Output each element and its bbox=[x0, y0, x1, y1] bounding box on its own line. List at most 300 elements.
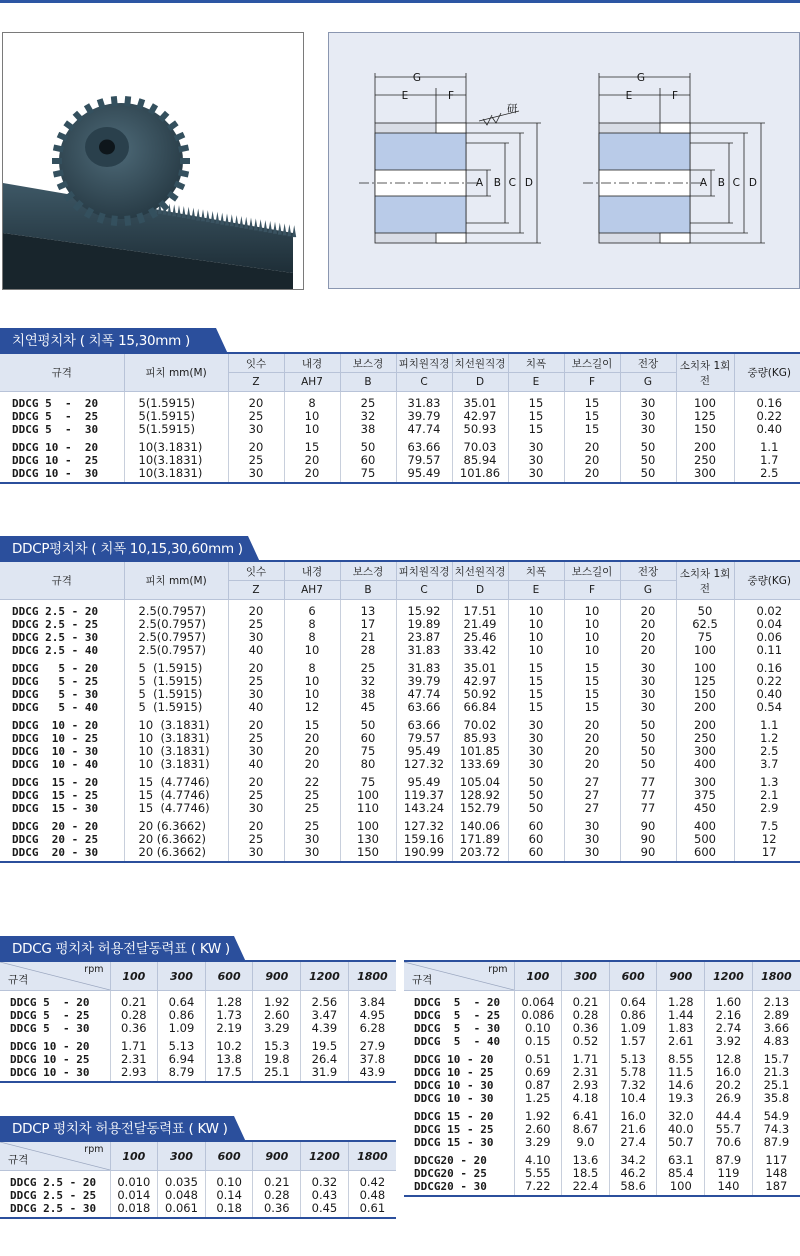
value-cell: 45 bbox=[340, 701, 396, 714]
rack-tooth bbox=[215, 212, 219, 224]
model-cell: DDCG 10 - 30 bbox=[0, 745, 124, 758]
value-cell: 140 bbox=[705, 1180, 753, 1196]
value-cell: 128.92 bbox=[452, 789, 508, 802]
value-cell: 15 bbox=[284, 436, 340, 454]
value-cell: 20 bbox=[284, 745, 340, 758]
header-row bbox=[0, 962, 396, 991]
value-cell: 100 bbox=[657, 1180, 705, 1196]
value-cell: 26.9 bbox=[705, 1092, 753, 1105]
value-cell: 200 bbox=[676, 701, 734, 714]
value-cell: 3.84 bbox=[359, 995, 386, 1009]
value-cell: 54.9 bbox=[763, 1109, 790, 1123]
value-cell: 26.4 bbox=[301, 1053, 349, 1066]
column-header: 보스길이 bbox=[564, 354, 620, 373]
column-header: 전장 bbox=[620, 562, 676, 581]
model-cell: DDCG 5 - 40 bbox=[0, 701, 124, 714]
model-cell: DDCG 5 - 20 bbox=[0, 392, 124, 411]
value-cell: 8 bbox=[284, 618, 340, 631]
value-cell: 30 bbox=[620, 410, 676, 423]
value-cell: 12.8 bbox=[705, 1048, 753, 1066]
column-header: 중량(KG) bbox=[734, 354, 800, 392]
model-cell: DDCG 10 - 20 bbox=[404, 1048, 514, 1066]
value-cell: 0.69 bbox=[514, 1066, 562, 1079]
value-cell: 79.57 bbox=[396, 454, 452, 467]
model-cell: DDCG 5 - 25 bbox=[0, 1009, 110, 1022]
value-cell: 15.92 bbox=[396, 600, 452, 619]
column-header: 잇수 bbox=[228, 562, 284, 581]
model-cell: DDCG 2.5 - 40 bbox=[0, 644, 124, 657]
value-cell: 20 bbox=[228, 657, 284, 675]
value-cell: 0.32 bbox=[301, 1171, 349, 1190]
value-cell: 27.4 bbox=[609, 1136, 657, 1149]
table-row bbox=[0, 644, 800, 657]
value-cell: 20 bbox=[564, 467, 620, 483]
column-subheader: E bbox=[508, 581, 564, 600]
finish-mark-label: 研 bbox=[507, 103, 518, 115]
rpm-header: 1800 bbox=[752, 962, 800, 991]
rack-pinion-image bbox=[3, 33, 303, 289]
column-subheader: G bbox=[620, 373, 676, 392]
dim-c-label-right: C bbox=[732, 177, 740, 189]
value-cell: 100 bbox=[340, 789, 396, 802]
value-cell: 10 bbox=[564, 631, 620, 644]
value-cell: 46.2 bbox=[609, 1167, 657, 1180]
value-cell: 30 bbox=[284, 833, 340, 846]
value-cell: 2.13 bbox=[763, 995, 790, 1009]
value-cell: 8 bbox=[284, 392, 340, 411]
model-cell: DDCG 15 - 30 bbox=[404, 1136, 514, 1149]
pinion-tooth bbox=[124, 215, 131, 226]
model-cell: DDCG20 - 30 bbox=[404, 1180, 514, 1196]
value-cell: 20 bbox=[228, 815, 284, 833]
value-cell: 42.97 bbox=[452, 410, 508, 423]
table-row bbox=[0, 771, 800, 789]
table-row bbox=[0, 833, 800, 846]
ddcg-kw-table bbox=[0, 962, 396, 1083]
value-cell: 30 bbox=[508, 714, 564, 732]
value-cell: 0.43 bbox=[301, 1189, 349, 1202]
rack-tooth bbox=[278, 223, 282, 235]
corner-header bbox=[0, 1142, 110, 1171]
value-cell: 95.49 bbox=[396, 745, 452, 758]
table-row bbox=[404, 1149, 800, 1167]
rack-tooth bbox=[206, 210, 210, 222]
value-cell: 0.22 bbox=[756, 409, 783, 423]
model-cell: DDCG 10 - 25 bbox=[0, 732, 124, 745]
value-cell: 50 bbox=[508, 802, 564, 815]
value-cell: 20 bbox=[228, 600, 284, 619]
value-cell: 50 bbox=[620, 745, 676, 758]
value-cell: 2.61 bbox=[657, 1035, 705, 1048]
value-cell: 0.014 bbox=[110, 1189, 158, 1202]
value-cell: 5(1.5915) bbox=[124, 423, 228, 436]
column-subheader: B bbox=[340, 373, 396, 392]
column-subheader: E bbox=[508, 373, 564, 392]
model-cell: DDCG 10 - 30 bbox=[0, 467, 124, 483]
value-cell: 50 bbox=[620, 714, 676, 732]
ddcg-kw-table-right bbox=[404, 962, 800, 1197]
value-cell: 39.79 bbox=[396, 675, 452, 688]
rpm-header: 300 bbox=[158, 1142, 206, 1171]
value-cell: 101.85 bbox=[452, 745, 508, 758]
value-cell: 2.89 bbox=[763, 1008, 790, 1022]
value-cell: 10 bbox=[284, 410, 340, 423]
value-cell: 15.7 bbox=[763, 1052, 790, 1066]
table-row bbox=[0, 631, 800, 644]
value-cell: 10 (3.1831) bbox=[124, 745, 228, 758]
value-cell: 250 bbox=[676, 454, 734, 467]
value-cell: 10(3.1831) bbox=[124, 436, 228, 454]
column-subheader: Z bbox=[228, 373, 284, 392]
value-cell: 63.66 bbox=[396, 436, 452, 454]
value-cell: 30 bbox=[564, 815, 620, 833]
value-cell: 13 bbox=[340, 600, 396, 619]
value-cell: 32 bbox=[340, 410, 396, 423]
value-cell: 2.19 bbox=[205, 1022, 253, 1035]
rack-tooth bbox=[254, 218, 258, 230]
value-cell: 130 bbox=[340, 833, 396, 846]
value-cell: 30 bbox=[620, 688, 676, 701]
value-cell: 95.49 bbox=[396, 771, 452, 789]
value-cell: 70.03 bbox=[452, 436, 508, 454]
rack-tooth bbox=[263, 220, 267, 232]
rack-tooth bbox=[287, 224, 291, 236]
value-cell: 50.92 bbox=[452, 688, 508, 701]
value-cell: 0.86 bbox=[158, 1009, 206, 1022]
column-header: 소치차 1회전 bbox=[676, 562, 734, 600]
rpm-header: 100 bbox=[110, 1142, 158, 1171]
value-cell: 119.37 bbox=[396, 789, 452, 802]
value-cell: 10 bbox=[508, 631, 564, 644]
value-cell: 4.10 bbox=[514, 1149, 562, 1167]
model-cell: DDCG 10 - 30 bbox=[404, 1079, 514, 1092]
value-cell: 21.3 bbox=[763, 1065, 790, 1079]
model-cell: DDCG 20 - 30 bbox=[0, 846, 124, 862]
table-row bbox=[0, 467, 800, 483]
value-cell: 35.01 bbox=[452, 392, 508, 411]
value-cell: 10 bbox=[564, 644, 620, 657]
value-cell: 31.83 bbox=[396, 392, 452, 411]
column-header: 규격 bbox=[0, 354, 124, 392]
value-cell: 0.061 bbox=[158, 1202, 206, 1218]
value-cell: 0.18 bbox=[205, 1202, 253, 1218]
rack-tooth bbox=[211, 211, 215, 223]
value-cell: 31.9 bbox=[301, 1066, 349, 1082]
ddcp-kw-table bbox=[0, 1142, 396, 1219]
table-row bbox=[0, 410, 800, 423]
value-cell: 2.16 bbox=[705, 1009, 753, 1022]
value-cell: 2.56 bbox=[301, 991, 349, 1010]
value-cell: 8 bbox=[284, 631, 340, 644]
value-cell: 125 bbox=[676, 410, 734, 423]
value-cell: 100 bbox=[340, 815, 396, 833]
table-row bbox=[404, 1167, 800, 1180]
value-cell: 2.5(0.7957) bbox=[124, 600, 228, 619]
value-cell: 0.61 bbox=[348, 1202, 396, 1218]
column-header: 규격 bbox=[0, 562, 124, 600]
value-cell: 50 bbox=[620, 758, 676, 771]
value-cell: 0.64 bbox=[609, 991, 657, 1010]
value-cell: 125 bbox=[676, 675, 734, 688]
value-cell: 2.5 bbox=[760, 744, 779, 758]
value-cell: 600 bbox=[676, 846, 734, 862]
value-cell: 20.2 bbox=[705, 1079, 753, 1092]
value-cell: 500 bbox=[676, 833, 734, 846]
value-cell: 31.83 bbox=[396, 644, 452, 657]
value-cell: 0.21 bbox=[253, 1171, 301, 1190]
value-cell: 20 (6.3662) bbox=[124, 846, 228, 862]
rack-tooth bbox=[187, 207, 191, 219]
value-cell: 25 bbox=[228, 789, 284, 802]
value-cell: 20 bbox=[564, 745, 620, 758]
dim-g-label-right: G bbox=[636, 72, 646, 84]
column-header: 치폭 bbox=[508, 562, 564, 581]
model-cell: DDCG 10 - 20 bbox=[0, 436, 124, 454]
value-cell: 85.94 bbox=[452, 454, 508, 467]
column-header: 소치차 1회전 bbox=[676, 354, 734, 392]
model-cell: DDCG 10 - 40 bbox=[0, 758, 124, 771]
value-cell: 0.14 bbox=[205, 1189, 253, 1202]
value-cell: 42.97 bbox=[452, 675, 508, 688]
rack-tooth bbox=[239, 216, 243, 228]
kw-left-title: DDCG 평치차 허용전달동력표 ( KW ) bbox=[0, 936, 234, 962]
table-row bbox=[404, 991, 800, 1010]
value-cell: 2.31 bbox=[110, 1053, 158, 1066]
value-cell: 15 bbox=[508, 423, 564, 436]
value-cell: 17 bbox=[734, 846, 800, 862]
value-cell: 5.55 bbox=[514, 1167, 562, 1180]
rack-tooth bbox=[292, 225, 296, 237]
column-header: 중량(KG) bbox=[734, 562, 800, 600]
value-cell: 0.54 bbox=[756, 700, 783, 714]
value-cell: 10.2 bbox=[205, 1035, 253, 1053]
rack-tooth bbox=[244, 217, 248, 229]
value-cell: 150 bbox=[676, 688, 734, 701]
value-cell: 40 bbox=[228, 701, 284, 714]
value-cell: 50 bbox=[340, 436, 396, 454]
value-cell: 8 bbox=[284, 657, 340, 675]
value-cell: 20 (6.3662) bbox=[124, 833, 228, 846]
value-cell: 30 bbox=[508, 732, 564, 745]
value-cell: 10 (3.1831) bbox=[124, 732, 228, 745]
value-cell: 25 bbox=[228, 410, 284, 423]
pinion-tooth bbox=[52, 158, 62, 164]
value-cell: 50.7 bbox=[657, 1136, 705, 1149]
table-row bbox=[0, 789, 800, 802]
value-cell: 450 bbox=[676, 802, 734, 815]
model-cell: DDCG 5 - 40 bbox=[404, 1035, 514, 1048]
value-cell: 15 bbox=[508, 392, 564, 411]
value-cell: 5(1.5915) bbox=[124, 410, 228, 423]
value-cell: 17.51 bbox=[452, 600, 508, 619]
value-cell: 21.49 bbox=[452, 618, 508, 631]
table-row bbox=[404, 1105, 800, 1123]
value-cell: 18.5 bbox=[562, 1167, 610, 1180]
value-cell: 38 bbox=[340, 423, 396, 436]
value-cell: 50 bbox=[508, 771, 564, 789]
value-cell: 74.3 bbox=[763, 1122, 790, 1136]
value-cell: 20 bbox=[564, 758, 620, 771]
column-subheader: C bbox=[396, 373, 452, 392]
value-cell: 4.95 bbox=[359, 1008, 386, 1022]
table-row bbox=[0, 1035, 396, 1053]
value-cell: 10 bbox=[508, 600, 564, 619]
value-cell: 15 bbox=[564, 675, 620, 688]
value-cell: 35.01 bbox=[452, 657, 508, 675]
value-cell: 95.49 bbox=[396, 467, 452, 483]
value-cell: 10 bbox=[564, 618, 620, 631]
value-cell: 30 bbox=[620, 675, 676, 688]
model-cell: DDCG 2.5 - 20 bbox=[0, 1171, 110, 1190]
value-cell: 0.21 bbox=[110, 991, 158, 1010]
model-cell: DDCG 5 - 30 bbox=[0, 423, 124, 436]
rack-tooth bbox=[225, 213, 229, 225]
value-cell: 10 (3.1831) bbox=[124, 714, 228, 732]
dim-c-label-left: C bbox=[508, 177, 516, 189]
value-cell: 40 bbox=[228, 758, 284, 771]
value-cell: 2.1 bbox=[760, 788, 779, 802]
value-cell: 0.36 bbox=[110, 1022, 158, 1035]
value-cell: 203.72 bbox=[452, 846, 508, 862]
value-cell: 34.2 bbox=[609, 1149, 657, 1167]
model-cell: DDCG 2.5 - 30 bbox=[0, 1202, 110, 1218]
column-header: 잇수 bbox=[228, 354, 284, 373]
value-cell: 30 bbox=[620, 423, 676, 436]
value-cell: 3.66 bbox=[763, 1021, 790, 1035]
value-cell: 77 bbox=[620, 789, 676, 802]
value-cell: 20 bbox=[620, 618, 676, 631]
value-cell: 159.16 bbox=[396, 833, 452, 846]
value-cell: 2.60 bbox=[253, 1009, 301, 1022]
value-cell: 2.31 bbox=[562, 1066, 610, 1079]
value-cell: 10.4 bbox=[609, 1092, 657, 1105]
rpm-header: 100 bbox=[514, 962, 562, 991]
value-cell: 0.04 bbox=[756, 617, 783, 631]
value-cell: 28 bbox=[340, 644, 396, 657]
value-cell: 20 bbox=[228, 392, 284, 411]
value-cell: 20 bbox=[564, 714, 620, 732]
table1-title: 치연평치차 ( 치폭 15,30mm ) bbox=[0, 328, 216, 354]
value-cell: 0.51 bbox=[514, 1048, 562, 1066]
table-row bbox=[0, 815, 800, 833]
value-cell: 0.02 bbox=[756, 604, 783, 618]
value-cell: 8.67 bbox=[562, 1123, 610, 1136]
value-cell: 17 bbox=[340, 618, 396, 631]
value-cell: 400 bbox=[676, 758, 734, 771]
value-cell: 2.5(0.7957) bbox=[124, 618, 228, 631]
table-row bbox=[0, 688, 800, 701]
model-cell: DDCG20 - 25 bbox=[404, 1167, 514, 1180]
value-cell: 90 bbox=[620, 833, 676, 846]
model-cell: DDCG 2.5 - 20 bbox=[0, 600, 124, 619]
model-cell: DDCG 10 - 20 bbox=[0, 714, 124, 732]
value-cell: 9.0 bbox=[562, 1136, 610, 1149]
value-cell: 47.74 bbox=[396, 423, 452, 436]
value-cell: 0.36 bbox=[562, 1022, 610, 1035]
value-cell: 43.9 bbox=[348, 1066, 396, 1082]
value-cell: 0.11 bbox=[756, 643, 783, 657]
value-cell: 0.28 bbox=[110, 1009, 158, 1022]
value-cell: 0.48 bbox=[359, 1188, 386, 1202]
value-cell: 50 bbox=[620, 732, 676, 745]
value-cell: 30 bbox=[508, 745, 564, 758]
value-cell: 31.83 bbox=[396, 657, 452, 675]
value-cell: 19.5 bbox=[301, 1035, 349, 1053]
value-cell: 101.86 bbox=[452, 467, 508, 483]
table-row bbox=[0, 732, 800, 745]
value-cell: 1.44 bbox=[657, 1009, 705, 1022]
value-cell: 15 bbox=[564, 657, 620, 675]
value-cell: 63.1 bbox=[657, 1149, 705, 1167]
value-cell: 79.57 bbox=[396, 732, 452, 745]
value-cell: 2.5 bbox=[734, 467, 800, 483]
spec-label: 규격 bbox=[412, 974, 433, 986]
value-cell: 87.9 bbox=[705, 1149, 753, 1167]
value-cell: 0.28 bbox=[253, 1189, 301, 1202]
value-cell: 20 bbox=[564, 454, 620, 467]
value-cell: 25 bbox=[228, 833, 284, 846]
value-cell: 30 bbox=[228, 467, 284, 483]
value-cell: 20 bbox=[284, 467, 340, 483]
value-cell: 3.29 bbox=[514, 1136, 562, 1149]
value-cell: 10 bbox=[564, 600, 620, 619]
value-cell: 75 bbox=[340, 771, 396, 789]
table-row bbox=[404, 1136, 800, 1149]
value-cell: 30 bbox=[620, 392, 676, 411]
value-cell: 0.035 bbox=[158, 1171, 206, 1190]
column-header: 피치원직경 bbox=[396, 562, 452, 581]
value-cell: 300 bbox=[676, 745, 734, 758]
value-cell: 38 bbox=[340, 688, 396, 701]
model-cell: DDCG 10 - 30 bbox=[0, 1066, 110, 1082]
rack-tooth bbox=[220, 213, 224, 225]
column-header: 내경 bbox=[284, 354, 340, 373]
value-cell: 2.5(0.7957) bbox=[124, 631, 228, 644]
value-cell: 25 bbox=[284, 815, 340, 833]
value-cell: 0.45 bbox=[301, 1202, 349, 1218]
value-cell: 30 bbox=[228, 802, 284, 815]
value-cell: 2.93 bbox=[562, 1079, 610, 1092]
value-cell: 0.086 bbox=[514, 1009, 562, 1022]
value-cell: 15 bbox=[284, 714, 340, 732]
value-cell: 150 bbox=[340, 846, 396, 862]
value-cell: 63.66 bbox=[396, 701, 452, 714]
top-accent-line bbox=[0, 0, 800, 3]
value-cell: 117 bbox=[765, 1153, 788, 1167]
value-cell: 15 bbox=[508, 410, 564, 423]
value-cell: 0.87 bbox=[514, 1079, 562, 1092]
value-cell: 0.42 bbox=[359, 1175, 386, 1189]
value-cell: 15 (4.7746) bbox=[124, 802, 228, 815]
value-cell: 100 bbox=[676, 657, 734, 675]
value-cell: 110 bbox=[340, 802, 396, 815]
rack-tooth bbox=[201, 209, 205, 221]
value-cell: 1.73 bbox=[205, 1009, 253, 1022]
value-cell: 0.16 bbox=[756, 396, 783, 410]
value-cell: 14.6 bbox=[657, 1079, 705, 1092]
model-cell: DDCG 15 - 20 bbox=[0, 771, 124, 789]
value-cell: 15 bbox=[564, 410, 620, 423]
pinion-tooth bbox=[111, 215, 118, 226]
value-cell: 171.89 bbox=[452, 833, 508, 846]
value-cell: 0.16 bbox=[756, 661, 783, 675]
value-cell: 25 bbox=[228, 675, 284, 688]
rpm-header: 900 bbox=[657, 962, 705, 991]
table-row bbox=[0, 991, 396, 1010]
value-cell: 15 (4.7746) bbox=[124, 789, 228, 802]
rpm-header: 600 bbox=[205, 962, 253, 991]
value-cell: 5(1.5915) bbox=[124, 392, 228, 411]
